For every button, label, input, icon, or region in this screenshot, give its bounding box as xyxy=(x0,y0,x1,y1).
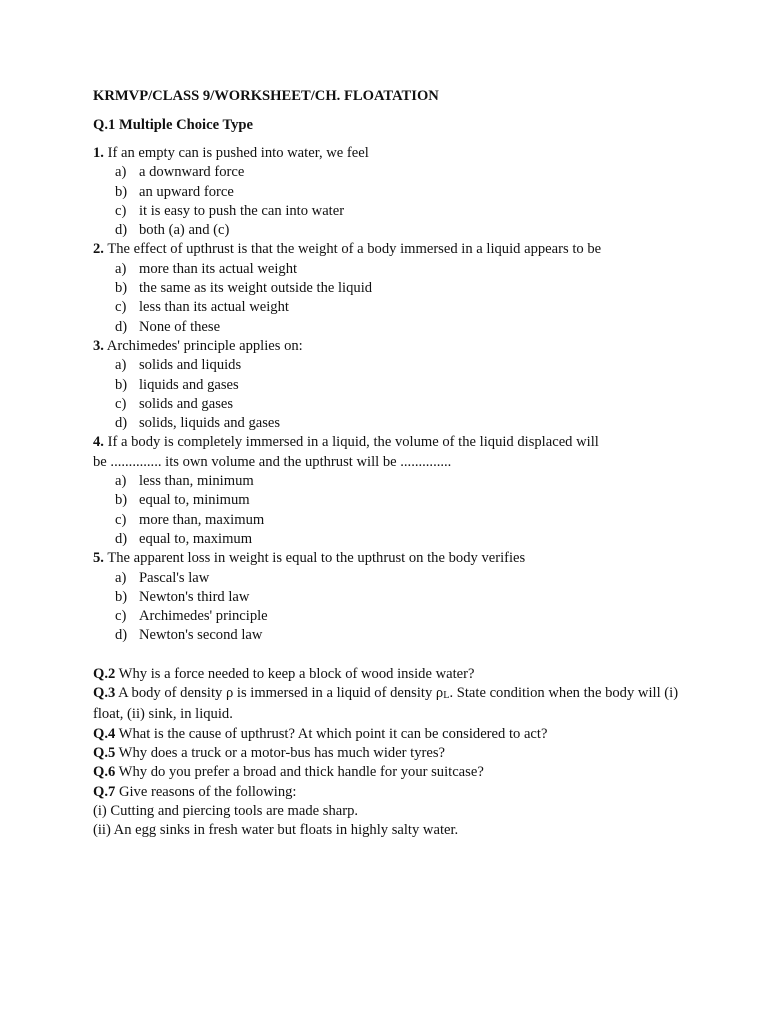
question-text: Why do you prefer a broad and thick handle for your suitcase? xyxy=(115,764,484,781)
short-question-6 xyxy=(93,763,693,782)
option-text: the same as its weight outside the liquid xyxy=(139,280,373,297)
option-letter: d) xyxy=(115,627,128,644)
question-number: Q.4 xyxy=(93,725,116,742)
option-text: less than, minimum xyxy=(139,473,254,490)
option-text: it is easy to push the can into water xyxy=(139,202,345,219)
option-text: liquids and gases xyxy=(139,376,239,393)
question-number: Q.7 xyxy=(93,783,116,800)
option-c xyxy=(93,298,693,317)
mcq-list xyxy=(93,144,693,646)
option-text: solids and gases xyxy=(139,395,234,412)
question-text: Archimedes' principle applies on: xyxy=(103,337,303,354)
question-number: 1. xyxy=(93,145,104,161)
question-stem xyxy=(93,337,693,356)
option-d xyxy=(93,530,693,549)
option-a xyxy=(93,472,693,491)
short-questions xyxy=(93,665,693,841)
option-text: equal to, minimum xyxy=(139,492,250,509)
option-b xyxy=(93,491,693,510)
mcq-question-4 xyxy=(93,433,693,549)
option-text: Archimedes' principle xyxy=(139,608,268,625)
option-c xyxy=(93,395,693,414)
question-stem xyxy=(93,144,693,163)
option-text: None of these xyxy=(139,318,221,335)
option-letter: a) xyxy=(115,164,127,181)
question-number: Q.6 xyxy=(93,764,116,781)
question-text: Why does a truck or a motor-bus has much wider tyres? xyxy=(115,744,446,761)
mcq-question-3 xyxy=(93,337,693,433)
option-text: equal to, maximum xyxy=(139,530,253,547)
question-text-continued: . State condition when the body will (i) float, (ii) sink, in liquid. xyxy=(93,685,679,723)
short-question-4 xyxy=(93,725,693,744)
short-question-7 xyxy=(93,783,693,802)
reason-part-ii: (ii) An egg sinks in fresh water but floats in highly salty water. xyxy=(93,822,459,839)
option-c xyxy=(93,511,693,530)
question-stem xyxy=(93,240,693,259)
option-letter: b) xyxy=(115,492,128,509)
option-text: Pascal's law xyxy=(139,569,210,586)
option-b xyxy=(93,279,693,298)
question-number: Q.5 xyxy=(93,744,116,761)
option-d xyxy=(93,626,693,645)
question-number: Q.3 xyxy=(93,685,116,702)
question-text: The effect of upthrust is that the weight of a body immersed in a liquid appears to be xyxy=(103,241,602,258)
option-text: more than its actual weight xyxy=(139,260,298,277)
option-b xyxy=(93,376,693,395)
option-c xyxy=(93,607,693,626)
option-b xyxy=(93,588,693,607)
option-letter: c) xyxy=(115,608,127,625)
section-heading-mcq: Q.1 Multiple Choice Type xyxy=(93,117,253,133)
option-letter: a) xyxy=(115,357,127,374)
option-letter: a) xyxy=(115,569,127,586)
question-stem xyxy=(93,549,693,568)
question-text: A body of density ρ is immersed in a liquid of density ρ xyxy=(115,685,444,702)
worksheet-title: KRMVP/CLASS 9/WORKSHEET/CH. FLOATATION xyxy=(93,88,439,104)
option-letter: b) xyxy=(115,376,128,393)
option-d xyxy=(93,221,693,240)
option-text: an upward force xyxy=(139,183,234,200)
question-number: 5. xyxy=(93,550,104,567)
question-text: If a body is completely immersed in a liquid, the volume of the liquid displaced will xyxy=(103,434,599,451)
option-text: Newton's third law xyxy=(139,588,250,605)
option-text: Newton's second law xyxy=(139,627,263,644)
option-b xyxy=(93,183,693,202)
option-letter: d) xyxy=(115,530,128,547)
question-stem xyxy=(93,433,693,452)
option-letter: a) xyxy=(115,473,127,490)
option-letter: c) xyxy=(115,299,127,316)
reason-part-i: (i) Cutting and piercing tools are made sharp. xyxy=(93,802,359,819)
density-subscript: L xyxy=(443,690,450,702)
question-text: Why is a force needed to keep a block of wood inside water? xyxy=(115,665,475,682)
option-letter: b) xyxy=(115,280,128,297)
question-number: 2. xyxy=(93,241,104,258)
question-number: 4. xyxy=(93,434,104,451)
option-letter: b) xyxy=(115,183,128,200)
option-letter: a) xyxy=(115,260,127,277)
question-text: Give reasons of the following: xyxy=(115,783,297,800)
option-text: both (a) and (c) xyxy=(139,222,230,239)
question-number: 3. xyxy=(93,337,104,354)
option-d xyxy=(93,318,693,337)
question-number: Q.2 xyxy=(93,665,116,682)
option-letter: c) xyxy=(115,395,127,412)
option-text: less than its actual weight xyxy=(139,299,289,316)
option-a xyxy=(93,356,693,375)
option-letter: d) xyxy=(115,318,128,335)
short-question-3 xyxy=(93,684,693,725)
option-letter: c) xyxy=(115,202,127,219)
short-question-2 xyxy=(93,665,693,684)
option-d xyxy=(93,414,693,433)
option-a xyxy=(93,260,693,279)
question-stem-continued: be .............. its own volume and the upthrust will be .............. xyxy=(93,453,452,470)
mcq-question-2 xyxy=(93,240,693,336)
option-text: more than, maximum xyxy=(139,511,265,528)
option-letter: b) xyxy=(115,588,128,605)
mcq-question-5 xyxy=(93,549,693,645)
option-text: solids and liquids xyxy=(139,357,242,374)
option-letter: c) xyxy=(115,511,127,528)
worksheet-page xyxy=(93,86,693,840)
option-c xyxy=(93,202,693,221)
option-a xyxy=(93,163,693,182)
question-text: What is the cause of upthrust? At which point it can be considered to act? xyxy=(115,725,548,742)
option-letter: d) xyxy=(115,222,128,239)
option-text: a downward force xyxy=(139,164,245,181)
option-letter: d) xyxy=(115,415,128,432)
mcq-question-1 xyxy=(93,144,693,240)
option-text: solids, liquids and gases xyxy=(139,415,281,432)
short-question-5 xyxy=(93,744,693,763)
option-a xyxy=(93,569,693,588)
question-text: If an empty can is pushed into water, we feel xyxy=(103,145,369,161)
question-text: The apparent loss in weight is equal to the upthrust on the body verifies xyxy=(103,550,526,567)
